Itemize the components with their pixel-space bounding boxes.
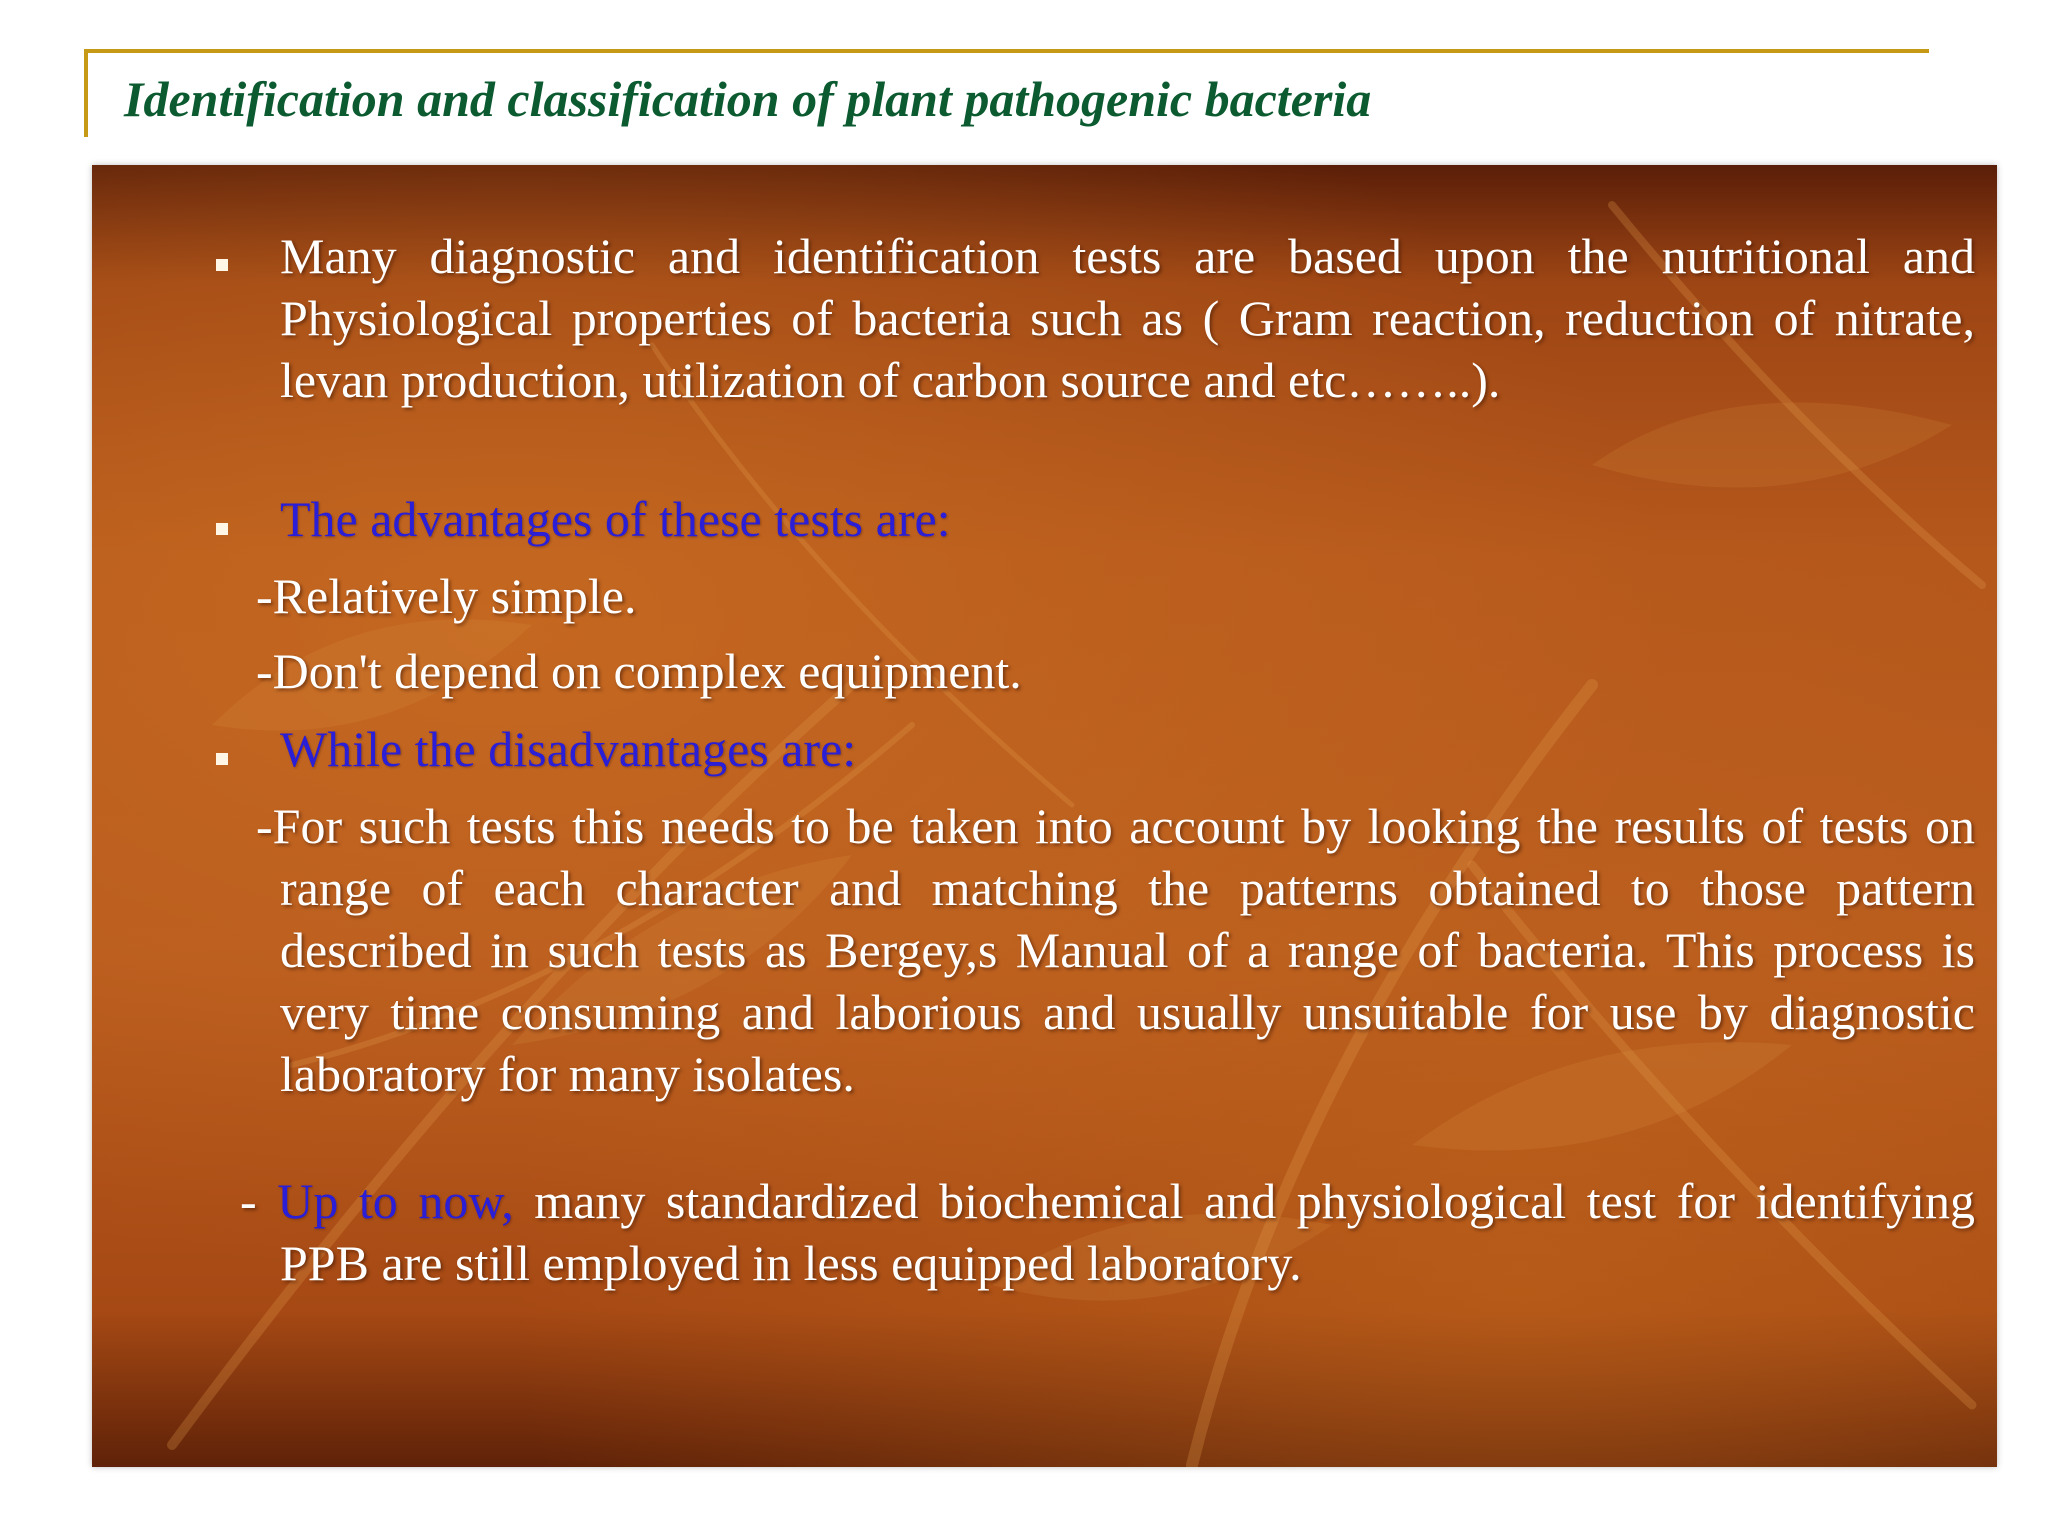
- closing-dash: -: [240, 1173, 257, 1229]
- slide-title: Identification and classification of plant pathogenic bacteria: [124, 71, 1372, 127]
- content-panel: [92, 165, 1997, 1467]
- bullet-item-disadvantages-heading: While the disadvantages are:: [280, 721, 857, 777]
- bullet-marker: [216, 523, 228, 535]
- disadvantage-item: -For such tests this needs to be taken into account by looking the results of tests on range of each character and matching the patterns obtained to those pattern described in such tests as Bergey,s Manual of a range of bacteria. This process is very time consuming and laborious and usually unsuitable for use by diagnostic laboratory for many isolates.: [256, 798, 1975, 1102]
- closing-text: many standardized biochemical and physiological test for identifying PPB are still employed in less equipped laboratory.: [280, 1173, 1975, 1291]
- header-side-rule: [84, 49, 88, 137]
- bullet-item-advantages-heading: The advantages of these tests are:: [280, 491, 951, 547]
- bullet-marker: [216, 259, 228, 271]
- bullet-item-tests-basis: Many diagnostic and identification tests are based upon the nutritional and Physiological properties of bacteria such as ( Gram reaction, reduction of nitrate, levan production, utilization of carbon source and etc……..).: [280, 228, 1975, 408]
- advantage-item: -Relatively simple.: [256, 568, 637, 624]
- advantage-item: -Don't depend on complex equipment.: [256, 643, 1022, 699]
- closing-paragraph: [240, 1170, 1975, 1294]
- closing-highlight: Up to now,: [277, 1173, 514, 1229]
- slide-body: [92, 165, 1997, 1467]
- bullet-marker: [216, 753, 228, 765]
- header-rule: [84, 49, 1929, 53]
